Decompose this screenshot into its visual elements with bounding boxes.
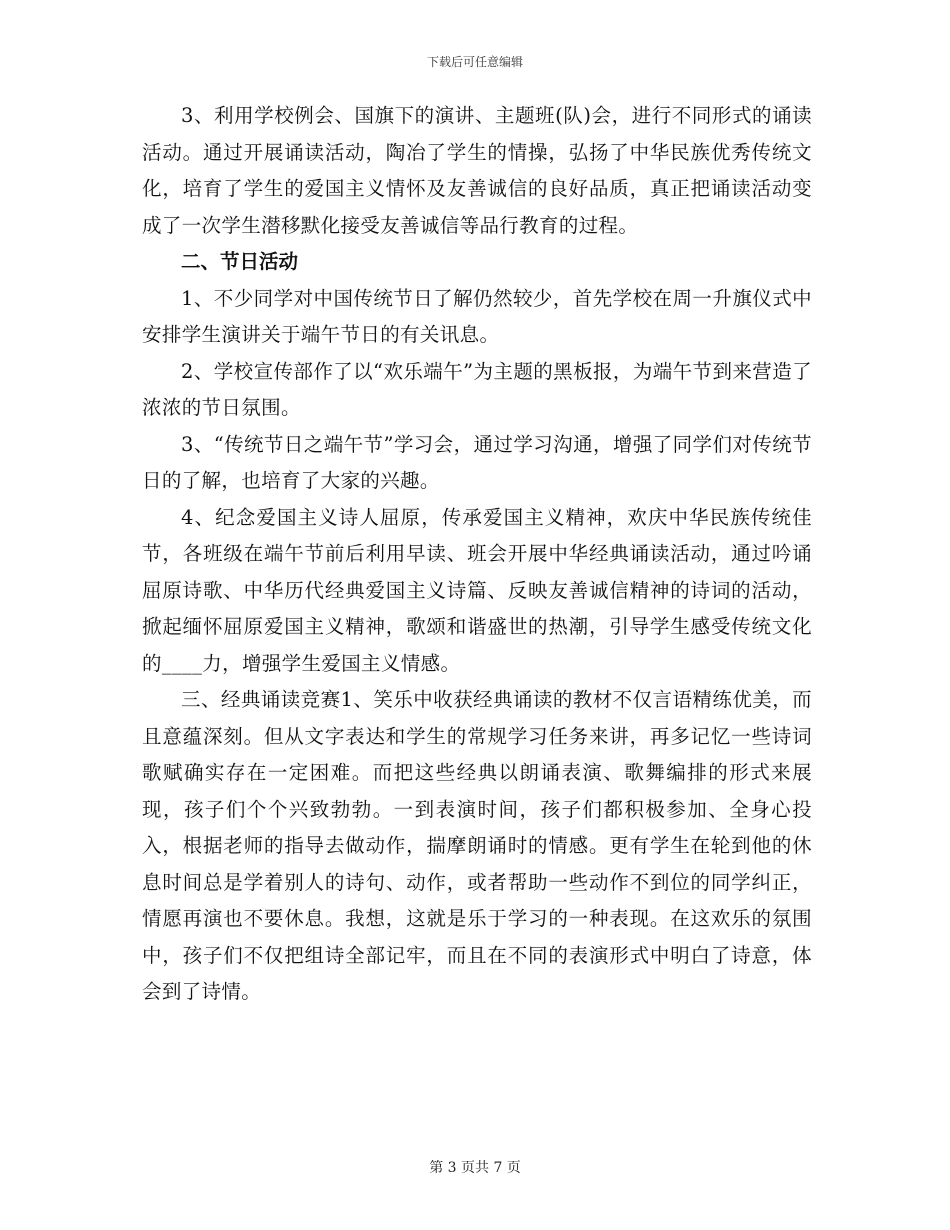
paragraph-study-meeting: 3、“传统节日之端午节”学习会，通过学习沟通，增强了同学们对传统节日的了解，也培育了大家的兴趣。 [142,432,812,492]
page-header: 下载后可任意编辑 [426,55,523,69]
document-body [142,98,812,1011]
paragraph-blackboard-news: 2、学校宣传部作了以“欢乐端午”为主题的黑板报，为端午节到来营造了浓浓的节日氛围。 [142,359,812,419]
page-number-footer: 第 3 页共 7 页 [429,1160,521,1176]
paragraph-recitation-forms: 3、利用学校例会、国旗下的演讲、主题班(队)会，进行不同形式的诵读活动。通过开展诵读活动，陶冶了学生的情操，弘扬了中华民族优秀传统文化，培育了学生的爱国主义情怀及友善诚信的良好品质，真正把诵读活动变成了一次学生潜移默化接受友善诚信等品行教育的过程。 [142,104,812,237]
paragraph-flag-ceremony: 1、不少同学对中国传统节日了解仍然较少，首先学校在周一升旗仪式中安排学生演讲关于端午节日的有关讯息。 [142,286,812,346]
paragraph-recitation-contest: 三、经典诵读竞赛1、笑乐中收获经典诵读的教材不仅言语精练优美，而且意蕴深刻。但从文字表达和学生的常规学习任务来讲，再多记忆一些诗词歌赋确实存在一定困难。而把这些经典以朗诵表演、歌舞编排的形式来展现，孩子们个个兴致勃勃。一到表演时间，孩子们都积极参加、全身心投入，根据老师的指导去做动作，揣摩朗诵时的情感。更有学生在轮到他的休息时间总是学着别人的诗句、动作，或者帮助一些动作不到位的同学纠正，情愿再演也不要休息。我想，这就是乐于学习的一种表现。在这欢乐的氛围中，孩子们不仅把组诗全部记牢，而且在不同的表演形式中明白了诗意，体会到了诗情。 [142,688,812,1003]
paragraph-qu-yuan-commemoration: 4、纪念爱国主义诗人屈原，传承爱国主义精神，欢庆中华民族传统佳节，各班级在端午节前后利用早读、班会开展中华经典诵读活动，通过吟诵屈原诗歌、中华历代经典爱国主义诗篇、反映友善诚信精神的诗词的活动，掀起缅怀屈原爱国主义精神，歌颂和谐盛世的热潮，引导学生感受传统文化的____力，增强学生爱国主义情感。 [142,505,812,675]
section-heading-festival-activities: 二、节日活动 [181,250,299,273]
